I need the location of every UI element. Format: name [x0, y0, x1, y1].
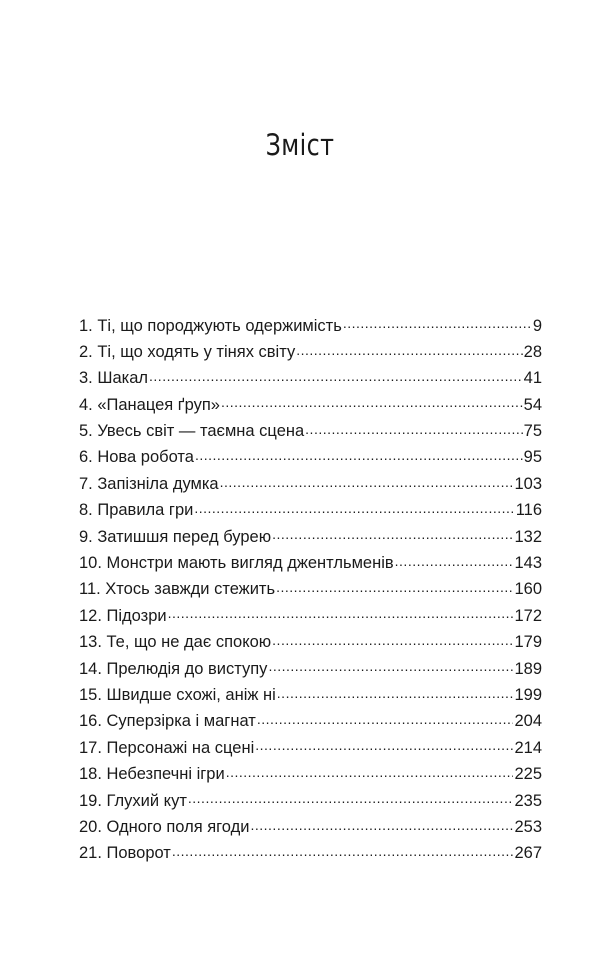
toc-leader-dots	[255, 736, 513, 753]
toc-entry-page: 9	[532, 316, 542, 335]
toc-entry-page: 54	[523, 395, 542, 414]
toc-entry-page: 235	[514, 791, 542, 810]
toc-entry-page: 179	[514, 633, 542, 652]
toc-leader-dots	[395, 552, 514, 569]
toc-leader-dots	[343, 314, 532, 331]
toc-entry-page: 204	[514, 712, 542, 731]
toc-leader-dots	[195, 446, 523, 463]
toc-leader-dots	[250, 815, 513, 832]
toc-entry-page: 172	[514, 606, 542, 625]
toc-entry	[79, 420, 542, 446]
toc-entry	[79, 710, 542, 736]
toc-entry	[79, 499, 542, 525]
toc-entry-title: 10. Монстри мають вигляд джентльменів	[79, 554, 394, 573]
toc-leader-dots	[296, 340, 522, 357]
toc-entry-page: 75	[523, 422, 542, 441]
toc-leader-dots	[272, 631, 513, 648]
toc-entry-title: 1. Ті, що породжують одержимість	[79, 316, 342, 335]
toc-entry-page: 160	[514, 580, 542, 599]
toc-entry-title: 13. Те, що не дає спокою	[79, 633, 272, 652]
toc-leader-dots	[194, 499, 514, 516]
toc-entry	[79, 789, 542, 815]
toc-entry	[79, 552, 542, 578]
toc-entry-page: 267	[514, 844, 542, 863]
toc-entry	[79, 472, 542, 498]
toc-entry-title: 8. Правила гри	[79, 501, 194, 520]
toc-entry-title: 3. Шакал	[79, 369, 149, 388]
toc-entry	[79, 314, 542, 340]
toc-entry	[79, 446, 542, 472]
toc-entry	[79, 631, 542, 657]
toc-entry-title: 7. Запізніла думка	[79, 474, 219, 493]
toc-entry-page: 28	[523, 342, 542, 361]
toc-entry-page: 253	[514, 817, 542, 836]
toc-entry-title: 17. Персонажі на сцені	[79, 738, 255, 757]
toc-entry	[79, 393, 542, 419]
toc-entry-title: 14. Прелюдія до виступу	[79, 659, 268, 678]
toc-leader-dots	[149, 367, 523, 384]
toc-entry-page: 225	[514, 765, 542, 784]
toc-leader-dots	[220, 472, 514, 489]
toc-entry	[79, 683, 542, 709]
toc-leader-dots	[226, 763, 514, 780]
toc-leader-dots	[221, 393, 523, 410]
toc-leader-dots	[168, 604, 514, 621]
toc-entry	[79, 367, 542, 393]
toc-leader-dots	[257, 710, 514, 727]
toc-entry	[79, 525, 542, 551]
toc-entry	[79, 657, 542, 683]
toc-entry-title: 20. Одного поля ягоди	[79, 817, 250, 836]
toc-entry-page: 189	[514, 659, 542, 678]
toc-entry-page: 199	[514, 685, 542, 704]
toc-leader-dots	[277, 683, 514, 700]
toc-leader-dots	[188, 789, 514, 806]
table-of-contents	[79, 314, 542, 868]
toc-entry-title: 12. Підозри	[79, 606, 167, 625]
toc-entry	[79, 763, 542, 789]
toc-leader-dots	[305, 420, 522, 437]
toc-entry-title: 18. Небезпечні ігри	[79, 765, 225, 784]
toc-entry-title: 11. Хтось завжди стежить	[79, 580, 276, 599]
toc-entry	[79, 736, 542, 762]
toc-entry	[79, 578, 542, 604]
toc-entry-page: 116	[515, 501, 542, 520]
toc-leader-dots	[268, 657, 513, 674]
toc-entry-title: 5. Увесь світ — таємна сцена	[79, 422, 305, 441]
toc-entry-title: 2. Ті, що ходять у тінях світу	[79, 342, 296, 361]
toc-entry	[79, 842, 542, 868]
toc-leader-dots	[172, 842, 514, 859]
toc-entry-title: 6. Нова робота	[79, 448, 194, 467]
toc-entry-title: 21. Поворот	[79, 844, 171, 863]
toc-entry-title: 19. Глухий кут	[79, 791, 187, 810]
toc-entry	[79, 815, 542, 841]
toc-entry-page: 132	[514, 527, 542, 546]
toc-entry-title: 9. Затишшя перед бурею	[79, 527, 272, 546]
toc-entry	[79, 340, 542, 366]
toc-leader-dots	[272, 525, 513, 542]
toc-entry-title: 15. Швидше схожі, аніж ні	[79, 685, 276, 704]
toc-entry-title: 4. «Панацея ґруп»	[79, 395, 220, 414]
toc-entry-title: 16. Суперзірка і магнат	[79, 712, 256, 731]
toc-entry-page: 41	[523, 369, 542, 388]
toc-entry-page: 214	[514, 738, 542, 757]
toc-entry	[79, 604, 542, 630]
page-title: Зміст	[265, 128, 335, 162]
toc-leader-dots	[276, 578, 513, 595]
toc-entry-page: 95	[523, 448, 542, 467]
toc-entry-page: 103	[514, 474, 542, 493]
toc-entry-page: 143	[514, 554, 542, 573]
